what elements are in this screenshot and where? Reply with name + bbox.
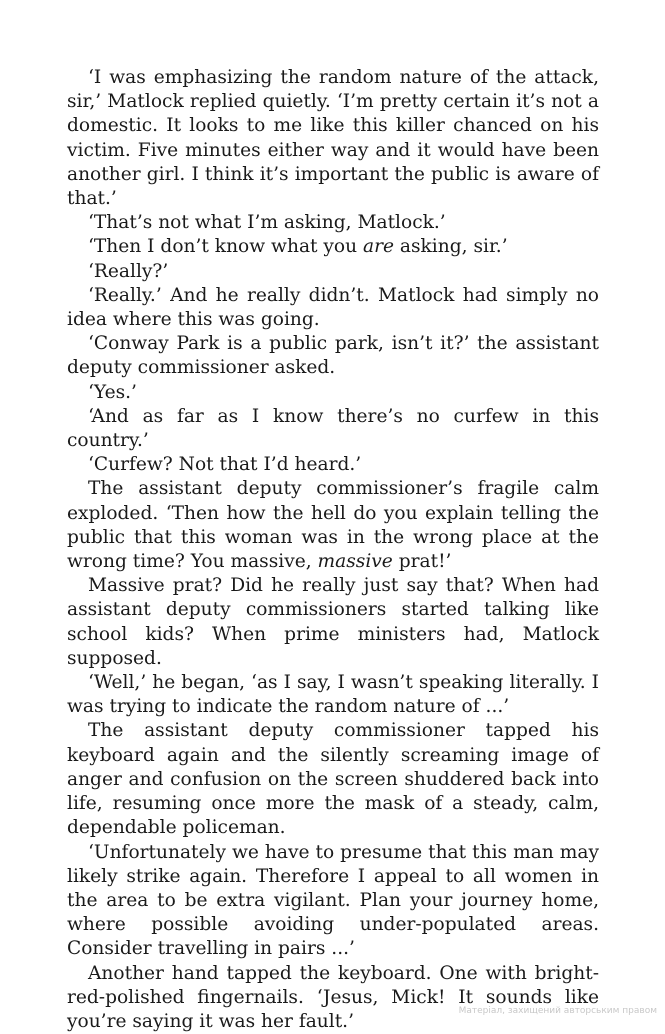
paragraph: [67, 671, 599, 719]
paragraph: [67, 260, 599, 284]
paragraph: [67, 962, 599, 1034]
paragraph-text: ‘Really.’ And he really didn’t. Matlock had simply no idea where this was going.: [67, 284, 599, 331]
paragraph-text: Another hand tapped the keyboard. One with bright-red-polished fingernails. ‘Jesus, Mick! It sounds like you’re saying it was her fault.’: [67, 962, 599, 1032]
paragraph-text: ‘Well,’ he began, ‘as I say, I wasn’t speaking literally. I was trying to indicate the random nature of ...’: [67, 672, 599, 718]
paragraph-text: The assistant deputy commissioner’s fragile calm exploded. ‘Then how the hell do you explain telling the public that this woman was in the wrong place at the wrong time? You massive,: [67, 478, 599, 573]
paragraph-text: ‘That’s not what I’m asking, Matlock.’: [88, 212, 446, 234]
paragraph: [67, 332, 599, 380]
paragraph-text: The assistant deputy commissioner tapped his keyboard again and the silently screaming image of anger and confusion on the screen shuddered back into life, resuming once more the mask of a steady, calm, dependable policeman.: [67, 720, 599, 839]
paragraph-text: Massive prat? Did he really just say that? When had assistant deputy commissioners started talking like school kids? When prime ministers had, Matlock supposed.: [67, 575, 599, 669]
paragraph: [67, 66, 599, 211]
copyright-watermark: Матеріал, захищений авторським правом: [458, 1006, 657, 1016]
page-text: [67, 66, 599, 1034]
paragraph: [67, 235, 599, 259]
paragraph-text: ‘And as far as I know there’s no curfew in this country.’: [67, 405, 599, 452]
paragraph-text: ‘Conway Park is a public park, isn’t it?’ the assistant deputy commissioner asked.: [67, 333, 599, 379]
italic-text: massive: [317, 551, 393, 573]
paragraph: [67, 477, 599, 574]
paragraph: [67, 719, 599, 840]
paragraph-text: ‘I was emphasizing the random nature of the attack, sir,’ Matlock replied quietly. ‘I’m pretty certain it’s not a domestic. It looks to me like this killer chanced on his victim. Five minutes either way and it would have been another girl. I think it’s important the public is aware of that.’: [67, 67, 599, 210]
paragraph-text: asking, sir.’: [394, 236, 508, 258]
paragraph-text: ‘Curfew? Not that I’d heard.’: [88, 454, 362, 476]
paragraph-text: ‘Unfortunately we have to presume that this man may likely strike again. Therefore I appeal to all women in the area to be extra vigilant. Plan your journey home, where possible avoiding under-populated areas. Consider travelling in pairs ...’: [67, 841, 599, 960]
paragraph-text: prat!’: [392, 551, 452, 573]
paragraph: [67, 405, 599, 453]
paragraph-text: ‘Yes.’: [88, 381, 137, 403]
italic-text: are: [363, 236, 394, 258]
paragraph: [67, 574, 599, 671]
paragraph-text: ‘Really?’: [88, 260, 169, 282]
paragraph: [67, 841, 599, 962]
paragraph: [67, 211, 599, 235]
paragraph-text: ‘Then I don’t know what you: [88, 236, 364, 258]
paragraph: [67, 453, 599, 477]
paragraph: [67, 284, 599, 332]
paragraph: [67, 381, 599, 405]
